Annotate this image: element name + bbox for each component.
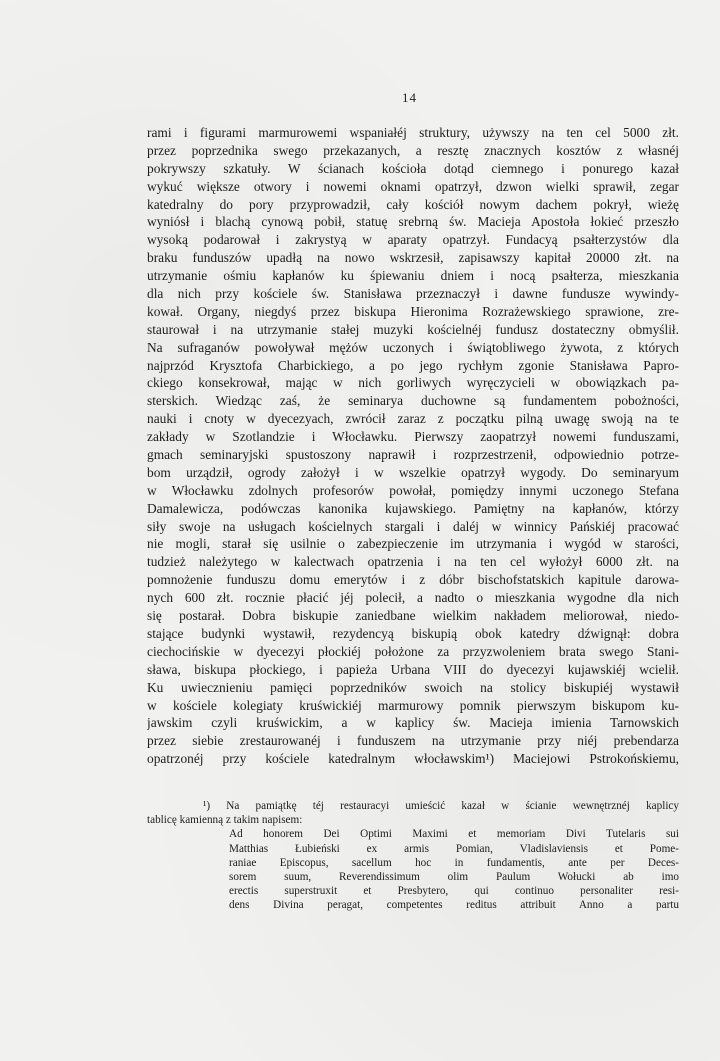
text-line: przez siebie zrestaurowanéj i funduszem na utrzymanie przy niéj prebendarza	[147, 733, 679, 749]
text-line: stające budynki wystawił, rezydencyą biskupią obok katedry dźwignął: dobra	[147, 625, 679, 641]
text-line: wyniósł i blachą cynową pobił, statuę srebrną św. Macieja Apostoła łokieć przeszło	[147, 214, 679, 230]
text-line: opatrzonéj przy kościele katedralnym włocławskim¹) Maciejowi Pstrokońskiemu,	[147, 751, 679, 767]
text-line: braku funduszów upadłą na nowo wskrzesił, zapisawszy kapitał 20000 złt. na	[147, 250, 679, 266]
text-line: sterskich. Wiedząc zaś, że seminarya duchowne są fundamentem pobożności,	[147, 393, 679, 409]
footnote-latin-line: Matthias Łubieński ex armis Pomian, Vladislaviensis et Pome-	[229, 842, 679, 855]
text-line: bom urządził, ogrody założył i w wszelkie opatrzył wygody. Do seminaryum	[147, 464, 679, 480]
footnote-latin-line: sorem suum, Reverendissimum olim Paulum Wołucki ab imo	[229, 870, 679, 883]
text-line: się postarał. Dobra biskupie zaniedbane wielkim nakładem meliorował, niedo-	[147, 608, 679, 624]
main-text-block	[147, 124, 679, 768]
text-line: staurował i na utrzymanie stałej muzyki kościelnéj fundusz dostateczny obmyślił.	[147, 321, 679, 337]
text-line: Damalewicza, podówczas kanonika kujawskiego. Pamiętny na kapłanów, którzy	[147, 500, 679, 516]
text-line: gmach seminaryjski spustoszony naprawił i rozprzestrzenił, odpowiednio potrze-	[147, 447, 679, 463]
text-line: dla nich przy kościele św. Stanisława przeznaczył i dawne fundusze wywindy-	[147, 286, 679, 302]
text-line: nych 600 złt. rocznie płacić jéj polecił, a nadto o mieszkania wygodne dla nich	[147, 590, 679, 606]
text-line: najprzód Krysztofa Charbickiego, a po jego rychłym zgonie Stanisława Papro-	[147, 357, 679, 373]
footnote-latin-line: erectis superstruxit et Presbytero, qui continuo personaliter resi-	[229, 885, 679, 898]
text-line: ckiego konsekrował, mając w nich gorliwych wyręczycieli w obowiązkach pa-	[147, 375, 679, 391]
text-line: siły swoje na usługach kościelnych stargali i daléj w winnicy Pańskiéj pracować	[147, 518, 679, 534]
text-line: zakłady w Szotlandzie i Włocławku. Pierwszy zaopatrzył nowemi funduszami,	[147, 429, 679, 445]
text-line: przez poprzednika swego przekazanych, a resztę znacznych kosztów z własnéj	[147, 142, 679, 158]
footnote-latin-line: raniae Episcopus, sacellum hoc in fundamentis, ante per Deces-	[229, 856, 679, 869]
text-line: w Włocławku zdolnych profesorów powołał, pomiędzy innymi uczonego Stefana	[147, 482, 679, 498]
footnote	[147, 799, 679, 913]
text-line: jawskim czyli kruświckim, a w kaplicy św. Macieja imienia Tarnowskich	[147, 715, 679, 731]
text-line: sława, biskupa płockiego, i papieża Urbana VIII do dyecezyi kujawskiéj wcielił.	[147, 661, 679, 677]
text-line: kował. Organy, niegdyś przez biskupa Hieronima Rozrażewskiego sprawione, zre-	[147, 303, 679, 319]
footnote-line: tablicę kamienną z takim napisem:	[147, 814, 303, 827]
text-line: pokrywszy szkatuły. W ścianach kościoła dotąd ciemnego i ponurego kazał	[147, 160, 679, 176]
footnote-latin-line: dens Divina peragat, competentes reditus attribuit Anno a partu	[229, 899, 679, 912]
text-line: Ku uwiecznieniu pamięci poprzedników swoich na stolicy biskupiéj wystawił	[147, 679, 679, 695]
text-line: utrzymanie ośmiu kapłanów ku śpiewaniu dniem i nocą psałterza, mieszkania	[147, 268, 679, 284]
text-line: nie mogli, starał się usilnie o zabezpieczenie im utrzymania i wygód w starości,	[147, 536, 679, 552]
page-number: 14	[402, 90, 417, 105]
text-line: Na sufraganów powoływał mężów uczonych i świątobliwego żywota, z których	[147, 339, 679, 355]
text-line: rami i figurami marmurowemi wspaniałéj struktury, używszy na ten cel 5000 złt.	[147, 125, 679, 140]
text-line: ciechocińskie w dyecezyi płockiéj położone za przyzwoleniem brata swego Stani-	[147, 643, 679, 659]
footnote-line: ¹) Na pamiątkę téj restauracyi umieścić kazał w ścianie wewnętrznéj kaplicy	[203, 800, 679, 812]
text-line: pomnożenie funduszu domu emerytów i z dóbr bischofstatskich kapitule darowa-	[147, 572, 679, 588]
text-line: wykuć większe otwory i nowemi oknami opatrzył, dzwon wielki sprawił, zegar	[147, 178, 679, 194]
text-line: nauki i cnoty w dyecezyach, zwrócił zaraz z początku pilną uwagę swoją na te	[147, 411, 679, 427]
footnote-latin-line: Ad honorem Dei Optimi Maximi et memoriam Divi Tutelaris sui	[229, 828, 679, 841]
text-line: katedralny do pory przyprowadził, cały kościół nowym dachem pokrył, wieżę	[147, 196, 679, 212]
text-line: tudzież należytego w kalectwach opatrzenia i na ten cel wyłożył 6000 złt. na	[147, 554, 679, 570]
text-line: wysoką podarował i zakrystyą w aparaty opatrzył. Fundacyą psałterzystów dla	[147, 232, 679, 248]
text-line: w kościele kolegiaty kruświckiéj marmurowy pomnik pierwszym biskupom ku-	[147, 697, 679, 713]
